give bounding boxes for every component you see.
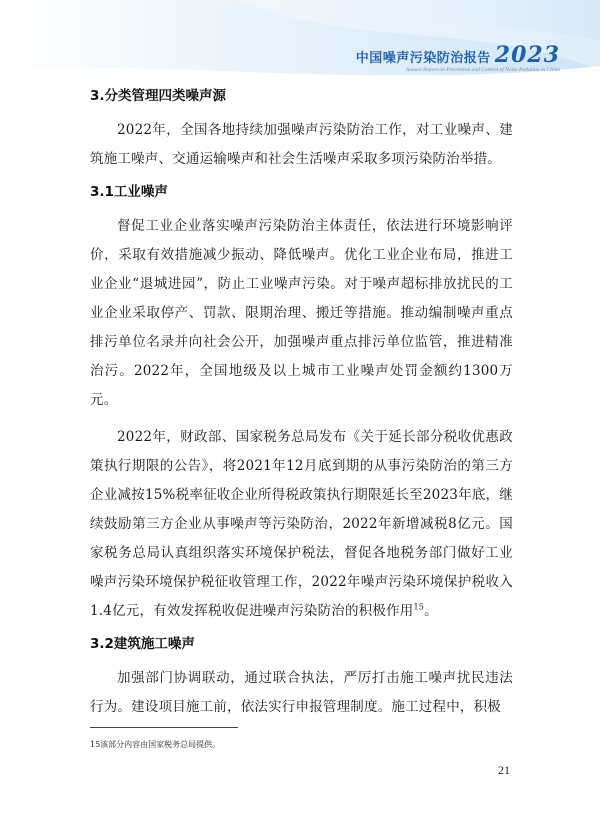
section-3-intro: 2022年，全国各地持续加强噪声污染防治工作，对工业噪声、建筑施工噪声、交通运输噪声和社会生活噪声采取多项污染防治举措。 (90, 122, 513, 167)
section-3-heading: 3.分类管理四类噪声源 (90, 88, 227, 104)
report-title (356, 42, 560, 68)
report-year: 2023 (494, 42, 560, 68)
page-number: 21 (498, 763, 510, 777)
report-subtitle: Annual Report on Prevention and Control of Noise Pollution in China (405, 67, 560, 73)
footnote-ref: 15 (413, 602, 425, 612)
section-3-2-heading: 3.2建筑施工噪声 (90, 636, 195, 652)
report-title-text: 中国噪声污染防治报告 (355, 51, 491, 66)
paragraph-2-text: 2022年，财政部、国家税务总局发布《关于延长部分税收优惠政策执行期限的公告》，将2021年12月底到期的从事污染防治的第三方企业减按15%税率征收企业所得税政策执行期限延长至2023年底，继续鼓励第三方企业从事噪声等污染防治，2022年新增减税8亿元。国家税务总局认真组织落实环境保护税法，督促各地税务部门做好工业噪声污染环境保护税征收管理工作，2022年噪声污染环境保护税收入1.4亿元，有效发挥税收促进噪声污染防治的积极作用 (90, 429, 513, 619)
section-3-1-heading: 3.1工业噪声 (90, 184, 168, 200)
section-3-2-paragraph-1: 加强部门协调联动，通过联合执法，严厉打击施工噪声扰民违法行为。建设项目施工前，依法实行申报管理制度。施工过程中，积极 (90, 670, 513, 715)
footnote: 15该部分内容由国家税务总局提供。 (90, 740, 221, 749)
footnote-divider (90, 727, 238, 728)
section-3-1-paragraph-2: 2022年，财政部、国家税务总局发布《关于延长部分税收优惠政策执行期限的公告》，将2021年12月底到期的从事污染防治的第三方企业减按15%税率征收企业所得税政策执行期限延长至2023年底，继续鼓励第三方企业从事噪声等污染防治，2022年新增减税8亿元。国家税务总局认真组织落实环境保护税法，督促各地税务部门做好工业噪声污染环境保护税征收管理工作，2022年噪声污染环境保护税收入1.4亿元，有效发挥税收促进噪声污染防治的积极作用$^{15}$。 (90, 429, 513, 619)
page-content (90, 86, 513, 722)
section-3-1-paragraph-1: 督促工业企业落实噪声污染防治主体责任，依法进行环境影响评价，采取有效措施减少振动、降低噪声。优化工业企业布局，推进工业企业“退城进园”，防止工业噪声污染。对于噪声超标排放扰民的工业企业采取停产、罚款、限期治理、搬迁等措施。推动编制噪声重点排污单位名录并向社会公开，加强噪声重点排污单位监管，推进精准治污。2022年，全国地级及以上城市工业噪声处罚金额约1300万元。 (90, 218, 513, 408)
